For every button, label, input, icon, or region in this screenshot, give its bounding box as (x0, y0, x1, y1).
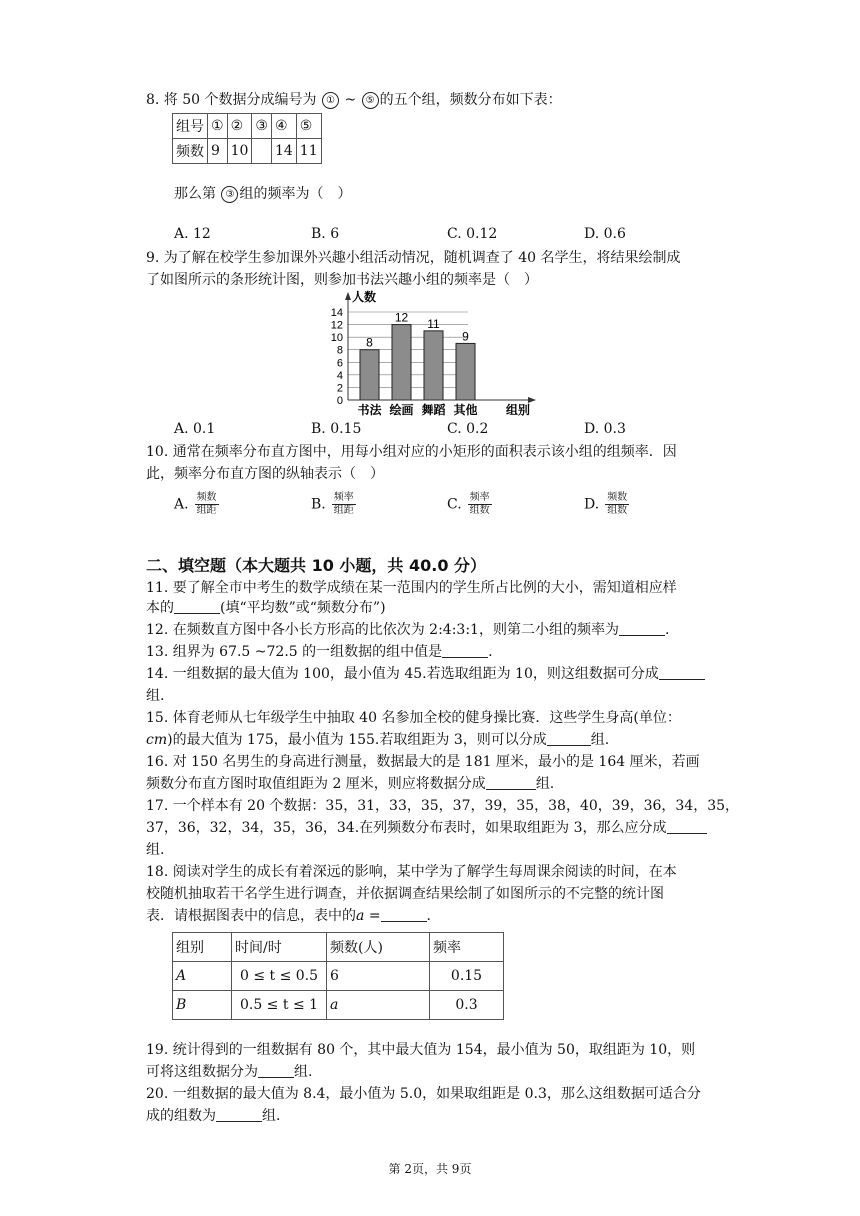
q20-line-2 (146, 1106, 280, 1126)
q8-ask (174, 184, 351, 204)
table-cell: 0.3 (430, 991, 504, 1020)
table-header: 频率 (430, 933, 504, 962)
q13-text-end: . (488, 644, 493, 660)
q16-line-1: 16. 对 150 名男生的身高进行测量，数据最大的是 181 厘米，最小的是 164 厘米，若画 (146, 754, 700, 770)
q8-ask-text: 那么第 (174, 186, 216, 202)
answer-blank[interactable] (547, 745, 591, 746)
answer-blank[interactable] (174, 613, 220, 614)
q8-option-b[interactable]: B. 6 (311, 226, 340, 242)
q15-text-end: 组. (590, 732, 610, 748)
y-tick-label: 12 (330, 319, 343, 332)
q9-option-a[interactable]: A. 0.1 (174, 421, 216, 437)
y-tick-label: 4 (336, 369, 343, 382)
q19-text-end: 组. (294, 1064, 313, 1080)
table-row (173, 962, 504, 991)
bar-value-label: 9 (462, 329, 469, 344)
q8-group-label: 组号 (173, 114, 208, 139)
q8-group-cell: ④ (271, 114, 296, 139)
y-axis-arrow-icon (345, 292, 351, 300)
y-tick-label: 0 (336, 395, 343, 407)
q8-freq-cell (252, 139, 272, 164)
q10-line-1: 10. 通常在频率分布直方图中，用每小组对应的小矩形的面积表示该小组的组频率．因 (146, 444, 677, 460)
table-header: 时间/时 (232, 933, 327, 962)
q12-text: 12. 在频数直方图中各小长方形高的比依次为 2:4:3:1，则第二小组的频率为 (146, 622, 619, 638)
chart-data-labels (366, 311, 469, 350)
q8-freq-row (173, 139, 322, 164)
q18-line-3 (146, 906, 431, 926)
table-cell: B (173, 991, 232, 1020)
section-heading: 二、填空题（本大题共 10 小题，共 40.0 分） (146, 556, 487, 575)
q18-text-end: . (426, 908, 431, 924)
bar-绘画 (392, 325, 411, 400)
fraction-denominator: 组数 (469, 505, 490, 516)
bar-书法 (360, 350, 379, 400)
answer-blank[interactable] (442, 657, 488, 658)
q17-text: 37，36，32，34，35，36，34.在列频数分布表时，如果取组距为 3，那么应分成 (146, 820, 667, 836)
option-letter: B. (311, 496, 326, 513)
answer-blank[interactable] (486, 789, 536, 790)
q8-frequency-table (172, 113, 322, 164)
q18-line-1: 18. 阅读对学生的成长有着深远的影响，某中学为了解学生每周课余阅读的时间，在本 (146, 864, 677, 880)
q8-option-c[interactable]: C. 0.12 (447, 226, 498, 242)
q15-line-2 (146, 730, 609, 750)
answer-blank[interactable] (381, 921, 427, 922)
fraction (332, 492, 356, 517)
q14-text: 14. 一组数据的最大值为 100，最小值为 45.若选取组距为 10，则这组数据可分成 (146, 666, 659, 682)
fraction (195, 492, 219, 517)
q8-group-cell: ② (227, 114, 252, 139)
q19-line-1: 19. 统计得到的一组数据有 80 个，其中最大值为 154，最小值为 50，取组距为 10，则 (146, 1042, 696, 1058)
q8-stem-text: 8. 将 50 个数据分成编号为 (146, 92, 317, 108)
fraction-denominator: 组距 (333, 505, 354, 516)
answer-blank[interactable] (659, 679, 705, 680)
option-letter: D. (584, 496, 600, 513)
q19-line-2 (146, 1062, 312, 1082)
q20-line-1: 20. 一组数据的最大值为 8.4，最小值为 5.0，如果取组距是 0.3，那么这组数据可适合分 (146, 1086, 701, 1102)
bar-value-label: 11 (427, 316, 440, 331)
table-cell: 0 ≤ t ≤ 0.5 (232, 962, 327, 991)
q8-freq-cell: 11 (296, 139, 321, 164)
x-tick-label: 绘画 (389, 403, 414, 417)
q18-stats-table (172, 932, 504, 1020)
answer-blank[interactable] (258, 1077, 294, 1078)
q8-ask-end: 组的频率为（ ） (239, 186, 352, 202)
fraction-denominator: 组数 (607, 505, 628, 516)
q20-text: 成的组数为 (146, 1108, 216, 1124)
answer-blank[interactable] (667, 833, 707, 834)
q8-freq-cell: 14 (271, 139, 296, 164)
q11-text-end: (填“平均数”或“频数分布”) (220, 600, 386, 616)
x-tick-label: 其他 (453, 403, 478, 417)
q8-group-row (173, 114, 322, 139)
table-cell: 0.5 ≤ t ≤ 1 (232, 991, 327, 1020)
q8-freq-cell: 10 (227, 139, 252, 164)
q18-var: a (356, 908, 365, 924)
q9-line-2: 了如图所示的条形统计图，则参加书法兴趣小组的频率是（ ） (146, 272, 538, 288)
q8-group-cell: ① (208, 114, 228, 139)
q11-line-2 (146, 598, 386, 618)
y-tick-label: 10 (330, 332, 343, 345)
bar-其他 (456, 343, 475, 400)
q8-freq-label: 频数 (173, 139, 208, 164)
q8-option-d[interactable]: D. 0.6 (584, 226, 626, 242)
table-header: 组别 (173, 933, 232, 962)
q10-option-d[interactable] (584, 492, 629, 517)
y-axis-label: 人数 (352, 290, 377, 304)
x-tick-label: 舞蹈 (421, 403, 446, 417)
q9-option-d[interactable]: D. 0.3 (584, 421, 626, 437)
y-tick-label: 2 (336, 382, 343, 395)
x-tick-label: 书法 (357, 403, 382, 417)
q12-line (146, 620, 669, 640)
q9-option-c[interactable]: C. 0.2 (447, 421, 489, 437)
fraction-numerator: 频率 (333, 492, 354, 503)
circled-five: ⑤ (362, 92, 379, 109)
q11-line-1: 11. 要了解全市中考生的数学成绩在某一范围内的学生所占比例的大小，需知道相应样 (146, 580, 677, 596)
y-tick-label: 14 (330, 307, 343, 319)
q12-text-end: . (664, 622, 670, 638)
x-axis-label: 组别 (506, 403, 531, 417)
q8-freq-cell: 9 (208, 139, 228, 164)
table-cell: a (327, 991, 430, 1020)
q18-eq: = (368, 908, 381, 924)
q14-line-1 (146, 664, 705, 684)
q15-unit: cm (146, 732, 168, 748)
q10-option-a[interactable] (174, 492, 219, 517)
y-tick-label: 8 (336, 344, 343, 357)
q16-line-2 (146, 774, 554, 794)
option-letter: A. (174, 496, 189, 513)
q10-line-2: 此，频率分布直方图的纵轴表示（ ） (146, 466, 384, 482)
fraction-numerator: 频数 (607, 492, 628, 503)
q13-line (146, 642, 493, 662)
q13-text: 13. 组界为 67.5 ~72.5 的一组数据的组中值是 (146, 644, 443, 660)
page-footer: 第 2页，共 9页 (388, 1162, 472, 1176)
q16-text-end: 组. (535, 776, 555, 792)
q19-text: 可将这组数据分为 (146, 1064, 258, 1080)
q15-line-1: 15. 体育老师从七年级学生中抽取 40 名参加全校的健身操比赛．这些学生身高(单位： (146, 710, 681, 726)
fraction-denominator: 组距 (196, 505, 217, 516)
q8-group-cell: ⑤ (296, 114, 321, 139)
q9-bar-chart (326, 290, 546, 420)
q17-line-1: 17. 一个样本有 20 个数据：35，31，33，35，37，39，35，38，40，39，36，34，35， (146, 798, 740, 814)
q15-text: )的最大值为 175，最小值为 155.若取组距为 3，则可以分成 (167, 732, 547, 748)
q8-option-a[interactable]: A. 12 (174, 226, 211, 242)
bar-value-label: 12 (394, 310, 409, 325)
circled-one: ① (322, 92, 339, 109)
table-cell: A (173, 962, 232, 991)
bar-舞蹈 (424, 331, 443, 400)
table-header: 频数(人) (327, 933, 430, 962)
q17-line-2 (146, 818, 707, 838)
q8-stem-end: 的五个组，频数分布如下表： (379, 92, 562, 108)
bar-value-label: 8 (366, 335, 373, 350)
answer-blank[interactable] (619, 635, 665, 636)
q17-line-3: 组. (146, 842, 165, 858)
q9-line-1: 9. 为了解在校学生参加课外兴趣小组活动情况，随机调查了 40 名学生，将结果绘制成 (146, 250, 681, 266)
option-letter: C. (447, 496, 462, 513)
q16-text: 频数分布直方图时取值组距为 2 厘米，则应将数据分成 (146, 776, 486, 792)
table-cell: 6 (327, 962, 430, 991)
q18-line-2: 校随机抽取若干名学生进行调查，并依据调查结果绘制了如图所示的不完整的统计图 (146, 886, 664, 902)
answer-blank[interactable] (216, 1121, 262, 1122)
circled-three: ③ (221, 186, 238, 203)
table-cell: 0.15 (430, 962, 504, 991)
q14-line-2: 组. (146, 688, 165, 704)
q8-group-cell: ③ (252, 114, 272, 139)
table-row (173, 991, 504, 1020)
q11-text: 本的 (146, 600, 174, 616)
q9-option-b[interactable]: B. 0.15 (311, 421, 362, 437)
q18-header-row (173, 933, 504, 962)
fraction-numerator: 频数 (196, 492, 217, 503)
q8-tilde: ~ (344, 92, 357, 108)
y-tick-label: 6 (336, 357, 343, 370)
q10-option-b[interactable] (311, 492, 356, 517)
chart-yticks (331, 307, 343, 407)
chart-xticks (357, 402, 477, 417)
fraction (468, 492, 492, 517)
fraction-numerator: 频率 (469, 492, 490, 503)
q10-option-c[interactable] (447, 492, 492, 517)
q18-text: 表．请根据图表中的信息，表中的 (146, 908, 356, 924)
fraction (605, 492, 629, 517)
q20-text-end: 组. (262, 1108, 281, 1124)
q8-stem (146, 90, 562, 110)
